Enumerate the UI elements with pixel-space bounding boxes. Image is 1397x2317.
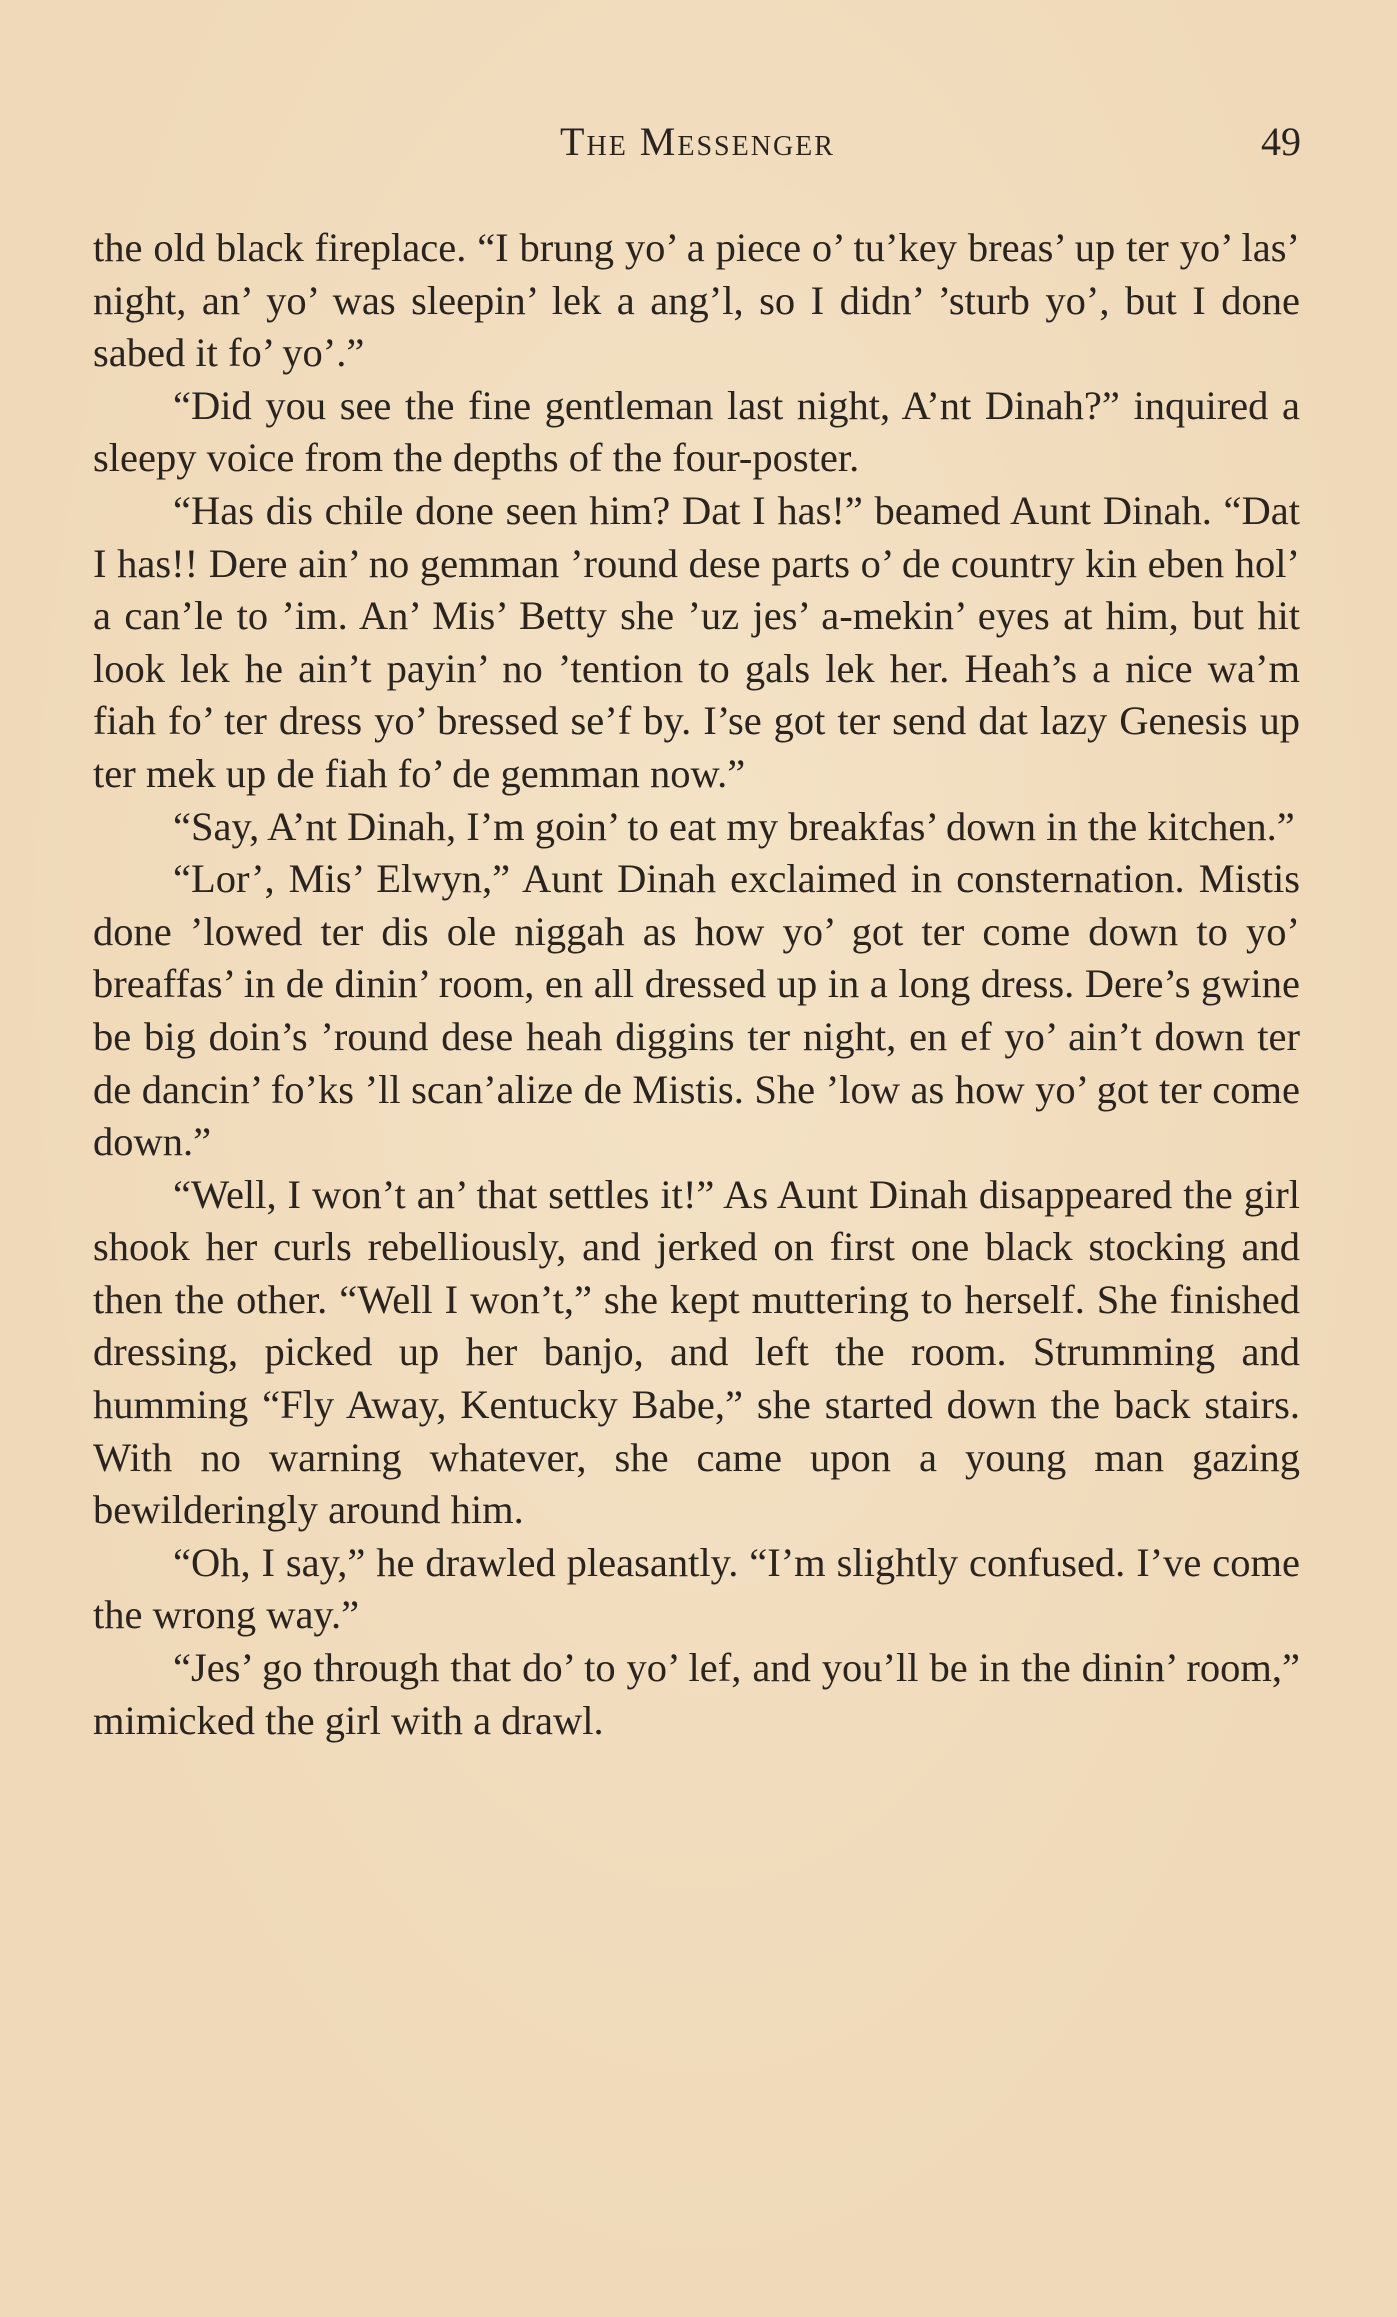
paragraph: “Has dis chile done seen him? Dat I has!” beamed Aunt Dinah. “Dat I has!! Dere ain’ no gemman ’round dese parts o’ de country kin eben hol’ a can’le to ’im. An’ Mis’ Betty she ’uz jes’ a-mekin’ eyes at him, but hit look lek he ain’t payin’ no ’tention to gals lek her. Heah’s a nice wa’m fiah fo’ ter dress yo’ bressed se’f by. I’se got ter send dat lazy Genesis up ter mek up de fiah fo’ de gemman now.” — [93, 487, 1300, 796]
body-text — [93, 222, 1300, 1747]
paragraph: “Lor’, Mis’ Elwyn,” Aunt Dinah exclaimed in consternation. Mistis done ’lowed ter dis ole niggah as how yo’ got ter come down to yo’ breaffas’ in de dinin’ room, en all dressed up in a long dress. Dere’s gwine be big doin’s ’round dese heah diggins ter night, en ef yo’ ain’t down ter de dancin’ fo’ks ’ll scan’alize de Mistis. She ’low as how yo’ got ter come down.” — [93, 856, 1300, 1165]
running-head — [94, 118, 1301, 178]
paragraph: “Say, A’nt Dinah, I’m goin’ to eat my breakfas’ down in the kitchen.” — [173, 803, 1295, 849]
paragraph: the old black fireplace. “I brung yo’ a piece o’ tu’key breas’ up ter yo’ las’ night, an’ yo’ was sleepin’ lek a ang’l, so I didn’ ’sturb yo’, but I done sabed it fo’ yo’.” — [93, 225, 1300, 376]
paragraph: “Well, I won’t an’ that settles it!” As Aunt Dinah disappeared the girl shook her curls rebelliously, and jerked on first one black stocking and then the other. “Well I won’t,” she kept muttering to herself. She finished dressing, picked up her banjo, and left the room. Strumming and humming “Fly Away, Kentucky Babe,” she started down the back stairs. With no warning whatever, she came upon a young man gazing bewilderingly around him. — [93, 1171, 1300, 1533]
paragraph: “Oh, I say,” he drawled pleasantly. “I’m slightly confused. I’ve come the wrong way.” — [93, 1539, 1300, 1638]
paragraph: “Jes’ go through that do’ to yo’ lef, and you’ll be in the dinin’ room,” mimicked the girl with a drawl. — [93, 1645, 1300, 1743]
page-number: 49 — [1261, 119, 1301, 164]
paragraph: “Did you see the fine gentleman last night, A’nt Dinah?” inquired a sleepy voice from the depths of the four-poster. — [93, 382, 1300, 481]
running-title: The Messenger — [560, 119, 835, 164]
